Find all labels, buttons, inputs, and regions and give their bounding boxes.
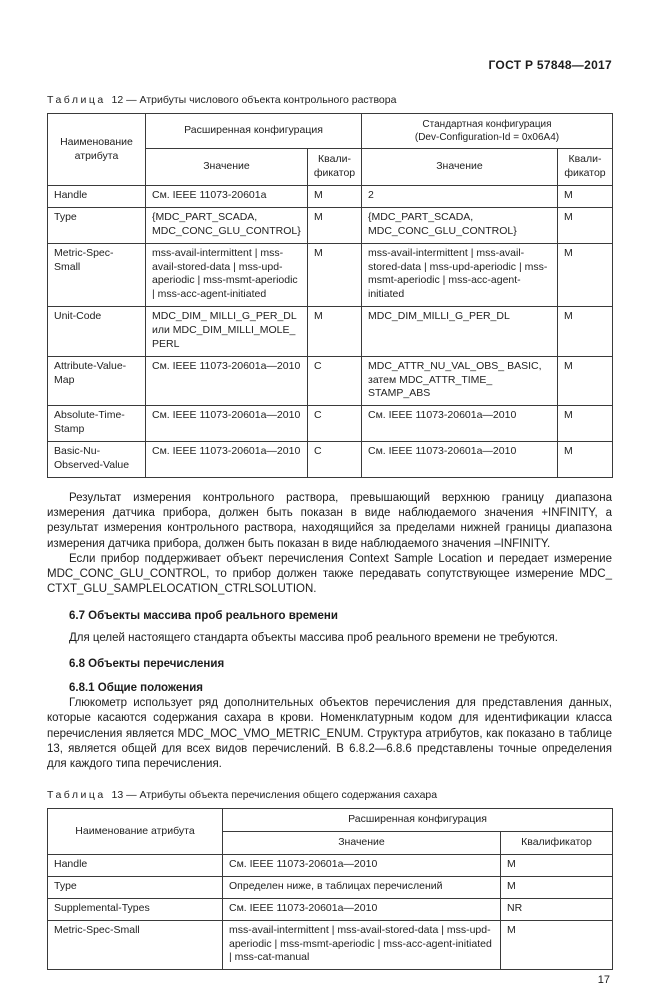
table-12-caption-number: 12 [111,94,124,106]
paragraph-context-sample: Если прибор поддерживает объект перечисления Context Sample Location и передает измерение MDC_CONC_GLU_CONTROL, то прибор должен также передавать сопутствующее измерение MDC_ CTXT_GLU_SAMPLELOCATION_CTRLSOLUTION. [47,552,612,596]
section-6-8-1-text: Глюкометр использует ряд дополнительных объектов перечисления для представления данных, которые касаются содержания сахара в крови. Номенклатурным кодом для идентификации класса перечисления является MDC_MOC_VMO_METRIC_ENUM. Структура атрибутов, как показано в таблице 13, является общей для всех видов перечислений. В 6.8.2—6.8.6 представлены точные определения для каждого типа перечисления. [47,696,612,771]
std-qualifier-cell: M [558,441,613,477]
table-12-col-std-line1: Стандартная конфигурация [422,119,552,130]
attr-name-cell: Type [48,207,146,243]
table-13-col-value: Значение [223,832,501,855]
attr-name-cell: Absolute-Time-Stamp [48,406,146,442]
ext-value-cell: {MDC_PART_SCADA, MDC_CONC_GLU_CONTROL} [146,207,308,243]
qualifier-cell: M [501,855,613,877]
std-qualifier-cell: M [558,186,613,208]
std-qualifier-cell: M [558,243,613,306]
ext-value-cell: См. IEEE 11073-20601a [146,186,308,208]
ext-qualifier-cell: M [308,186,362,208]
qualifier-cell: M [501,920,613,970]
table-13-col-qualifier: Квалификатор [501,832,613,855]
ext-value-cell: См. IEEE 11073-20601a—2010 [146,406,308,442]
attr-name-cell: Metric-Spec-Small [48,243,146,306]
attr-name-cell: Unit-Code [48,307,146,357]
attr-name-cell: Attribute-Value-Map [48,356,146,406]
ext-value-cell: См. IEEE 11073-20601a—2010 [146,441,308,477]
table-12-col-ext: Расширенная конфигурация [146,114,362,149]
doc-code: ГОСТ Р 57848—2017 [488,58,612,72]
table-row [48,243,613,306]
std-value-cell: MDC_ATTR_NU_VAL_OBS_ BASIC, затем MDC_ATTR_TIME_ STAMP_ABS [362,356,558,406]
value-cell: См. IEEE 11073-20601a—2010 [223,898,501,920]
std-qualifier-cell: M [558,356,613,406]
table-12 [47,113,613,478]
ext-qualifier-cell: M [308,207,362,243]
std-value-cell: См. IEEE 11073-20601a—2010 [362,406,558,442]
table-row [48,207,613,243]
ext-value-cell: MDC_DIM_ MILLI_G_PER_DL или MDC_DIM_MILLI_MOLE_ PERL [146,307,308,357]
table-row [48,186,613,208]
table-12-col-qualifier-ext: Квали-фикатор [308,149,362,186]
table-13-caption [47,789,612,801]
table-13 [47,808,613,970]
section-6-7-text: Для целей настоящего стандарта объекты массива проб реального времени не требуются. [69,631,558,644]
attr-name-cell: Basic-Nu-Observed-Value [48,441,146,477]
table-13-col-attr: Наименование атрибута [48,809,223,855]
std-qualifier-cell: M [558,406,613,442]
table-12-col-attr: Наименование атрибута [48,114,146,186]
table-13-caption-word: Таблица [47,789,106,802]
table-12-col-qualifier-std: Квали-фикатор [558,149,613,186]
std-value-cell: {MDC_PART_SCADA, MDC_CONC_GLU_CONTROL} [362,207,558,243]
std-qualifier-cell: M [558,207,613,243]
std-value-cell: mss-avail-intermittent | mss-avail-stored-data | mss-upd-aperiodic | mss-msmt-aperiodic | mss-acc-agent-initiated [362,243,558,306]
table-row [48,406,613,442]
ext-value-cell: См. IEEE 11073-20601a—2010 [146,356,308,406]
table-13-col-ext: Расширенная конфигурация [223,809,613,832]
table-row [48,898,613,920]
attr-name-cell: Type [48,876,223,898]
table-row [48,876,613,898]
value-cell: mss-avail-intermittent | mss-avail-stored-data | mss-upd-aperiodic | mss-msmt-aperiodic | mss-acc-agent-initiated | mss-cat-manual [223,920,501,970]
qualifier-cell: M [501,876,613,898]
section-6-8-1-heading: 6.8.1 Общие положения [69,681,204,694]
ext-qualifier-cell: C [308,441,362,477]
table-row [48,356,613,406]
table-13-caption-number: 13 [111,789,124,802]
ext-qualifier-cell: M [308,307,362,357]
table-row [48,441,613,477]
std-value-cell: См. IEEE 11073-20601a—2010 [362,441,558,477]
table-12-header-row-1 [48,114,613,149]
attr-name-cell: Metric-Spec-Small [48,920,223,970]
attr-name-cell: Handle [48,186,146,208]
section-6-7-heading: 6.7 Объекты массива проб реального времени [69,609,338,622]
page-number: 17 [597,974,610,986]
attr-name-cell: Handle [48,855,223,877]
table-12-caption [47,94,612,106]
ext-qualifier-cell: C [308,356,362,406]
table-12-col-std [362,114,613,149]
table-12-col-value-ext: Значение [146,149,308,186]
table-12-caption-title: — Атрибуты числового объекта контрольного раствора [126,94,397,106]
table-12-col-std-line2: (Dev-Configuration-Id = 0x06A4) [414,132,560,144]
std-qualifier-cell: M [558,307,613,357]
table-row [48,920,613,970]
std-value-cell: MDC_DIM_MILLI_G_PER_DL [362,307,558,357]
table-13-caption-title: — Атрибуты объекта перечисления общего содержания сахара [126,789,438,802]
section-6-8-heading: 6.8 Объекты перечисления [69,657,225,670]
qualifier-cell: NR [501,898,613,920]
paragraph-infinity: Результат измерения контрольного раствора, превышающий верхнюю границу диапазона измерения датчика прибора, должен быть показан в виде наблюдаемого значения +INFINITY, а результат измерения контрольного раствора, находящийся за пределами нижней границы диапазона измерения датчика прибора, должен быть показан в виде наблюдаемого значения –INFINITY. [47,491,612,550]
table-12-col-value-std: Значение [362,149,558,186]
value-cell: Определен ниже, в таблицах перечислений [223,876,501,898]
value-cell: См. IEEE 11073-20601a—2010 [223,855,501,877]
table-row [48,855,613,877]
std-value-cell: 2 [362,186,558,208]
ext-qualifier-cell: C [308,406,362,442]
ext-qualifier-cell: M [308,243,362,306]
table-row [48,307,613,357]
table-12-caption-word: Таблица [47,94,106,106]
attr-name-cell: Supplemental-Types [48,898,223,920]
ext-value-cell: mss-avail-intermittent | mss-avail-stored-data | mss-upd-aperiodic | mss-msmt-aperiodic | mss-acc-agent-initiated [146,243,308,306]
table-13-header-row-1 [48,809,613,832]
